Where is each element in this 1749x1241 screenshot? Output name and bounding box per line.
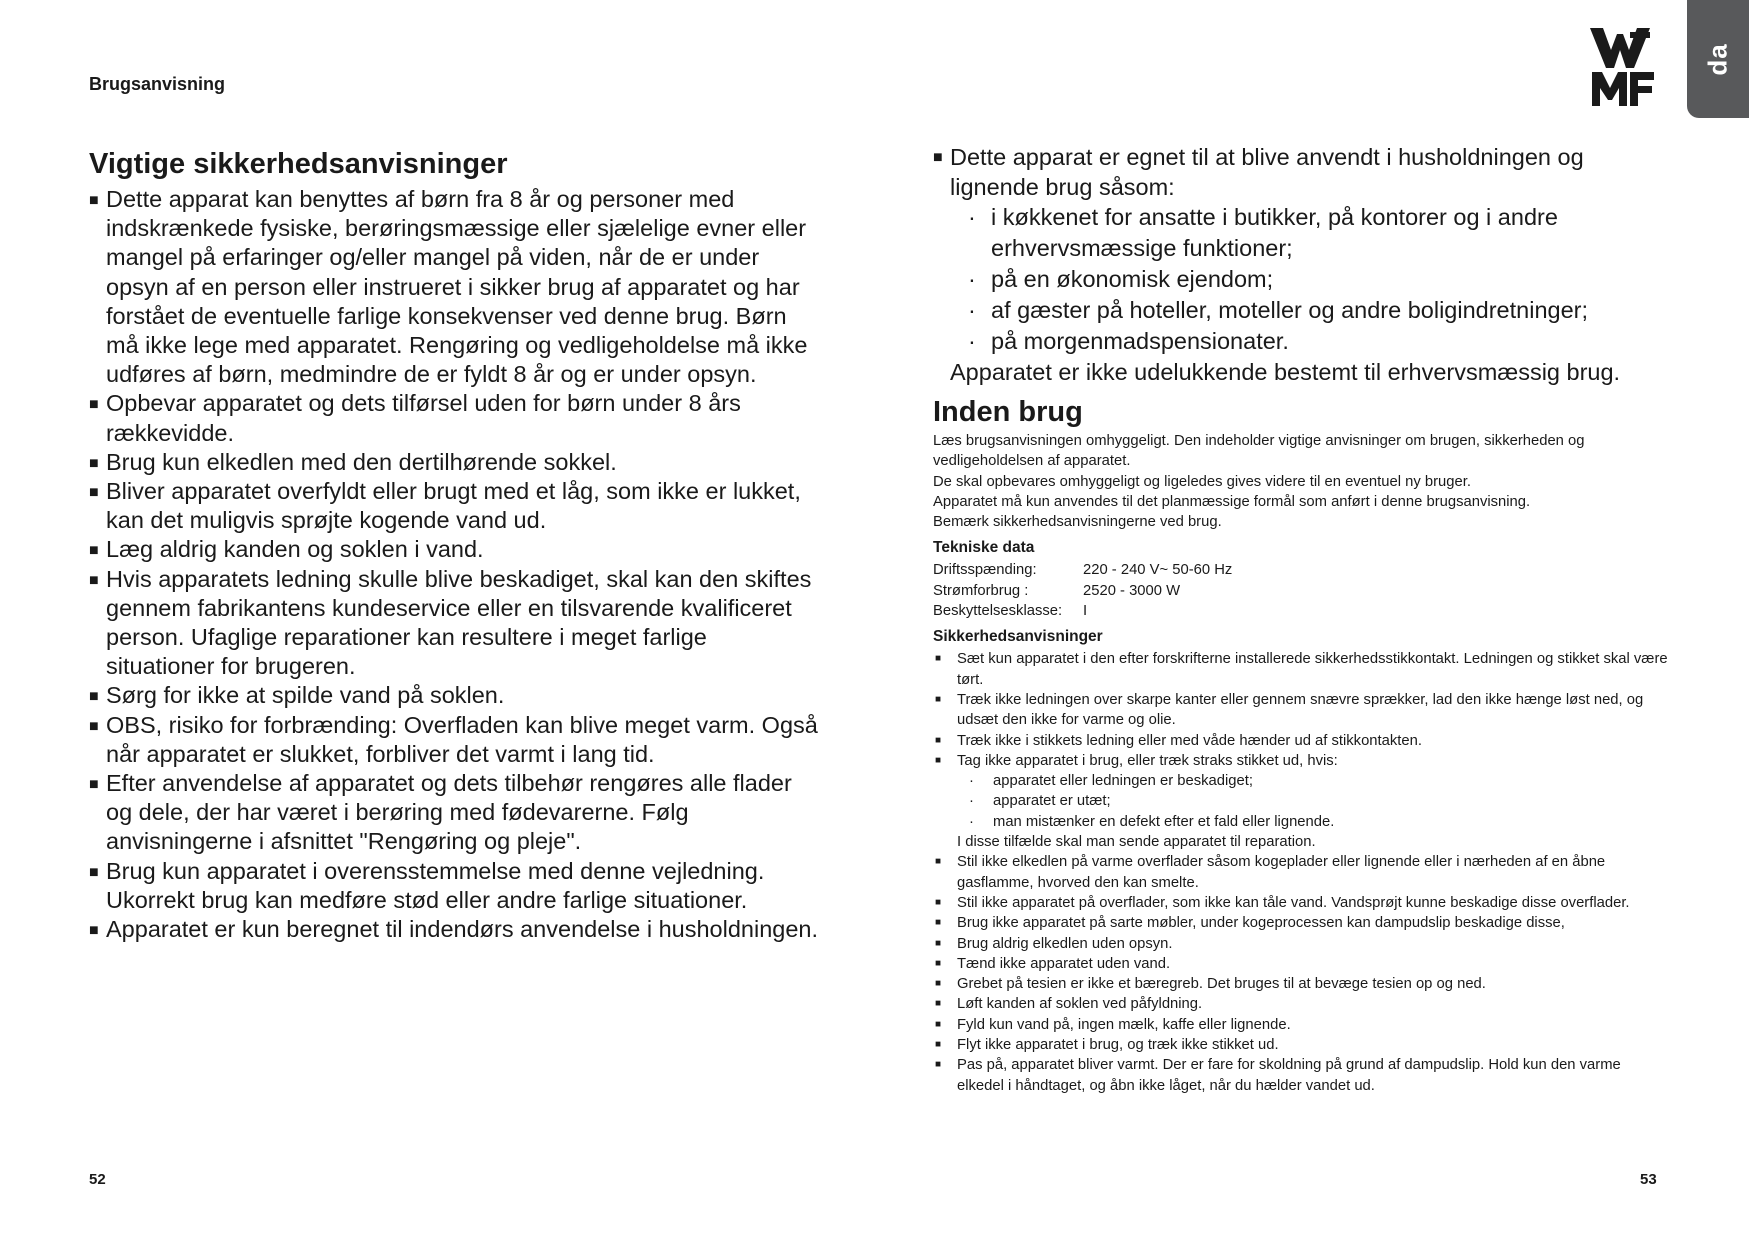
document-header-label: Brugsanvisning bbox=[89, 74, 226, 94]
list-item: ■ Hvis apparatets ledning skulle blive beskadiget, skal kan den skiftes gennem fabrikantens kundeservice eller en tilsvarende kvalificeret person. Ufaglige reparationer kan resultere i meget farlige situationer for brugeren. bbox=[89, 565, 812, 680]
list-item: ■ Flyt ikke apparatet i brug, og træk ikke stikket ud. bbox=[935, 1037, 1279, 1054]
list-item: ■ OBS, risiko for forbrænding: Overfladen kan blive meget varm. Også når apparatet er slukket, forbliver det varmt i lang tid. bbox=[89, 711, 818, 767]
list-item: ■ Fyld kun vand på, ingen mælk, kaffe eller lignende. bbox=[935, 1016, 1291, 1033]
list-item: · i køkkenet for ansatte i butikker, på kontorer og i andre erhvervsmæssige funktioner; bbox=[968, 204, 1558, 261]
list-item: · apparatet eller ledningen er beskadiget; bbox=[969, 773, 1253, 790]
right-column bbox=[933, 142, 1668, 1096]
wmf-logo bbox=[1590, 28, 1656, 106]
list-item: ■ Sæt kun apparatet i den efter forskrifterne installerede sikkerhedsstikkontakt. Ledningen og stikket skal være tørt. bbox=[935, 651, 1668, 688]
list-item: ■ Stil ikke apparatet på overflader, som ikke kan tåle vand. Vandsprøjt kunne beskadige disse overflader. bbox=[935, 894, 1630, 911]
list-item: · på morgenmadspensionater. bbox=[968, 328, 1289, 354]
tech-value: 2520 - 3000 W bbox=[1083, 582, 1181, 599]
section-title-safety: Vigtige sikkerhedsanvisninger bbox=[89, 148, 508, 180]
list-item: ■ Brug ikke apparatet på sarte møbler, under kogeprocessen kan dampudslip beskadige disse, bbox=[935, 915, 1565, 932]
table-row bbox=[933, 601, 1232, 621]
list-item: ■ Løft kanden af soklen ved påfyldning. bbox=[935, 996, 1203, 1013]
tech-value: I bbox=[1083, 603, 1088, 620]
list-item: ■ Dette apparat kan benyttes af børn fra 8 år og personer med indskrænkede fysiske, berøringsmæssige eller sjælelige evner eller mangel på erfaringer og/eller mangel på viden, når de er under opsyn af en person eller instrueret i sikker brug af apparatet og har forstået de eventuelle farlige konsekvenser ved denne brug. Børn må ikke lege med apparatet. Rengøring og vedligeholdelse må ikke udføres af børn, medmindre de er fyldt 8 år og er under opsyn. bbox=[89, 186, 808, 388]
list-item: · man mistænker en defekt efter et fald eller lignende. bbox=[969, 813, 1335, 830]
page-number-right: 53 bbox=[1640, 1171, 1657, 1188]
list-item: · apparatet er utæt; bbox=[969, 793, 1111, 810]
list-item: ■ Træk ikke i stikkets ledning eller med våde hænder ud af stikkontakten. bbox=[935, 732, 1422, 749]
usage-scope-sublist bbox=[950, 202, 1668, 357]
list-item: ■ Opbevar apparatet og dets tilførsel uden for børn under 8 års rækkevidde. bbox=[89, 390, 741, 446]
table-row bbox=[933, 581, 1232, 601]
list-item: ■ Grebet på tesien er ikke et bæregreb. Det bruges til at bevæge tesien op og ned. bbox=[935, 976, 1486, 993]
list-item: ■ Læg aldrig kanden og soklen i vand. bbox=[89, 536, 484, 563]
safety-instructions-heading: Sikkerhedsanvisninger bbox=[933, 628, 1103, 646]
list-item: ■ Træk ikke ledningen over skarpe kanter eller gennem snævre sprækker, lad den ikke hænge løst ned, og udsæt den ikke for varme og olie. bbox=[935, 691, 1644, 729]
list-item: · af gæster på hoteller, moteller og andre boligindretninger; bbox=[968, 297, 1589, 323]
tech-data-heading: Tekniske data bbox=[933, 539, 1035, 557]
list-item: ■ Brug kun elkedlen med den dertilhørende sokkel. bbox=[89, 448, 617, 475]
paragraph: Bemærk sikkerhedsanvisningerne ved brug. bbox=[933, 514, 1222, 531]
paragraph: Apparatet må kun anvendes til det planmæssige formål som anført i denne brugsanvisning. bbox=[933, 493, 1531, 510]
language-tab-label: da bbox=[1702, 42, 1733, 76]
safety-instructions-list bbox=[933, 649, 1668, 1096]
page-number-left: 52 bbox=[89, 1171, 106, 1188]
usage-scope-note: Apparatet er ikke udelukkende bestemt til erhvervsmæssig brug. bbox=[950, 359, 1621, 385]
defect-conditions-sublist bbox=[957, 771, 1668, 832]
left-column bbox=[89, 147, 819, 944]
tech-key: Driftsspænding: bbox=[933, 562, 1037, 579]
repair-note: I disse tilfælde skal man sende apparatet til reparation. bbox=[957, 834, 1316, 851]
list-item: ■ Stil ikke elkedlen på varme overflader såsom kogeplader eller lignende eller i nærheden af en åbne gasflamme, hvorved den kan smelte. bbox=[935, 854, 1606, 891]
table-row bbox=[933, 560, 1232, 580]
list-item: ■ Sørg for ikke at spilde vand på soklen. bbox=[89, 682, 505, 709]
usage-scope-item: ■ Dette apparat er egnet til at blive anvendt i husholdningen og lignende brug såsom: · i køkkenet for ansatte i butikker, på kontorer og i andre erhvervsmæssige funktioner; · på en økonomisk ejendom; · af gæster på hoteller, moteller og andre boligindretninger; · på morgenmadspensionater. Apparatet er ikke udelukkende bestemt til erhvervsmæssig brug. bbox=[933, 142, 1668, 387]
language-tab bbox=[1687, 0, 1749, 118]
list-item: ■ Tænd ikke apparatet uden vand. bbox=[935, 955, 1171, 972]
tech-key: Beskyttelsesklasse: bbox=[933, 603, 1063, 620]
list-item: · på en økonomisk ejendom; bbox=[968, 266, 1274, 292]
tech-value: 220 - 240 V~ 50-60 Hz bbox=[1083, 562, 1233, 579]
paragraph: De skal opbevares omhyggeligt og ligeledes gives videre til en eventuel ny bruger. bbox=[933, 473, 1471, 490]
tech-key: Strømforbrug : bbox=[933, 582, 1029, 599]
tech-data-table bbox=[933, 560, 1232, 621]
list-item: ■ Efter anvendelse af apparatet og dets tilbehør rengøres alle flader og dele, der har været i berøring med fødevarerne. Følg anvisningerne i afsnittet "Rengøring og pleje". bbox=[89, 770, 792, 855]
paragraph: Læs brugsanvisningen omhyggeligt. Den indeholder vigtige anvisninger om brugen, sikkerheden og vedligeholdelsen af apparatet. bbox=[933, 433, 1585, 470]
list-item: ■ Apparatet er kun beregnet til indendørs anvendelse i husholdningen. bbox=[89, 916, 819, 943]
list-item: ■ Pas på, apparatet bliver varmt. Der er fare for skoldning på grund af dampudslip. Hold kun den varme elkedel i håndtaget, og åbn ikke låget, når du hælder vandet ud. bbox=[935, 1057, 1621, 1094]
list-item: ■ Brug aldrig elkedlen uden opsyn. bbox=[935, 935, 1173, 952]
list-item: ■ Brug kun apparatet i overensstemmelse med denne vejledning. Ukorrekt brug kan medføre stød eller andre farlige situationer. bbox=[89, 857, 765, 913]
section-title-before-use: Inden brug bbox=[933, 396, 1083, 428]
safety-bullet-list bbox=[89, 185, 819, 944]
list-item: ■ Bliver apparatet overfyldt eller brugt med et låg, som ikke er lukket, kan det muligvis sprøjte kogende vand ud. bbox=[89, 478, 801, 534]
list-item: ■ Tag ikke apparatet i brug, eller træk straks stikket ud, hvis: · apparatet eller ledningen er beskadiget; · apparatet er utæt; · man mistænker en defekt efter et fald eller lignende. I disse tilfælde skal man sende apparatet til reparation. bbox=[933, 751, 1668, 852]
